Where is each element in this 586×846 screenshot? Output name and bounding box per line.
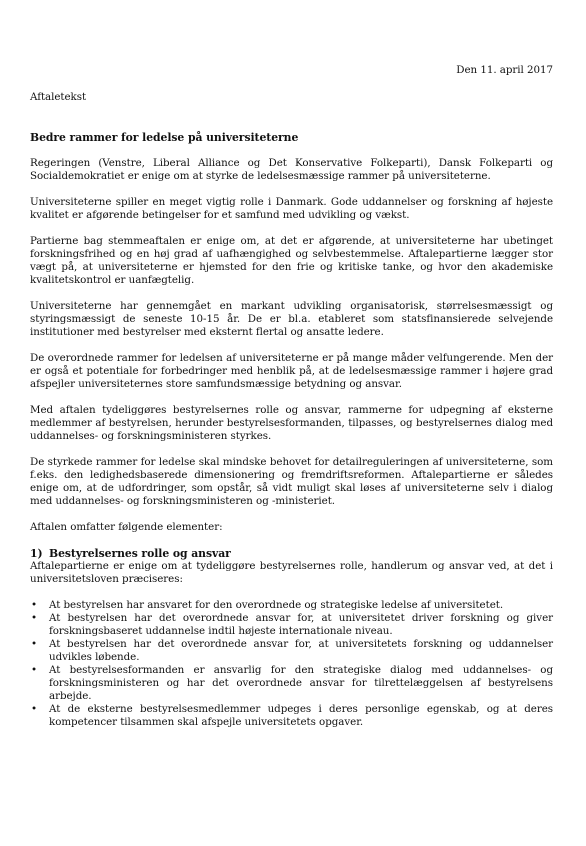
list-item-text: At de eksterne bestyrelsesmedlemmer udpeges i deres personlige egenskab, og at deres kompetencer tilsammen skal afspejle universitetets opgaver. <box>49 703 553 728</box>
section-heading-text: Bestyrelsernes rolle og ansvar <box>49 547 231 560</box>
document-title: Bedre rammer for ledelse på universiteterne <box>30 131 299 144</box>
paragraph: Universiteterne har gennemgået en markant udvikling organisatorisk, størrelsesmæssigt og styringsmæssigt de seneste 10-15 år. De er bl.a. etableret som statsfinansierede selvejende institutioner med bestyrelser med eksternt flertal og ansatte ledere. <box>30 300 553 338</box>
list-item <box>30 638 553 664</box>
document-date: Den 11. april 2017 <box>456 64 553 76</box>
document-body <box>30 157 553 729</box>
list-item <box>30 612 553 638</box>
list-item-text: At bestyrelsen har ansvaret for den overordnede og strategiske ledelse af universitetet. <box>49 599 504 611</box>
section-number: 1) <box>30 547 43 560</box>
bullet-icon: • <box>31 638 38 650</box>
document-type: Aftaletekst <box>30 91 87 103</box>
list-item-text: At bestyrelsen har det overordnede ansvar for, at universitetets forskning og uddannelser udvikles løbende. <box>49 638 553 663</box>
list-item <box>30 664 553 703</box>
paragraph: De styrkede rammer for ledelse skal mindske behovet for detailreguleringen af universiteterne, som f.eks. den ledighedsbaserede dimensionering og fremdriftsreformen. Aftalepartierne er således enige om, at de udfordringer, som opstår, så vidt muligt skal løses af universiteterne selv i dialog med uddannelses- og forskningsministeren og -ministeriet. <box>30 456 553 507</box>
paragraph: De overordnede rammer for ledelsen af universiteterne er på mange måder velfungerende. Men der er også et potentiale for forbedringer med henblik på, at de ledelsesmæssige rammer i højere grad afspejler universiteternes store samfundsmæssige betydning og ansvar. <box>30 352 553 390</box>
paragraph: Med aftalen tydeliggøres bestyrelsernes rolle og ansvar, rammerne for udpegning af eksterne medlemmer af bestyrelsen, herunder bestyrelsesformanden, tilpasses, og bestyrelsernes dialog med uddannelses- og forskningsministeren styrkes. <box>30 404 553 442</box>
paragraph: Universiteterne spiller en meget vigtig rolle i Danmark. Gode uddannelser og forskning af højeste kvalitet er afgørende betingelser for et samfund med udvikling og vækst. <box>30 196 553 221</box>
bullet-icon: • <box>31 703 38 715</box>
bullet-icon: • <box>31 612 38 624</box>
list-item <box>30 703 553 729</box>
bullet-icon: • <box>31 664 38 676</box>
section-heading <box>30 547 553 560</box>
list-item-text: At bestyrelsesformanden er ansvarlig for den strategiske dialog med uddannelses- og forskningsministeren og har det overordnede ansvar for tilrettelæggelsen af bestyrelsens arbejde. <box>49 664 553 702</box>
list-item-text: At bestyrelsen har det overordnede ansvar for, at universitetet driver forskning og giver forskningsbaseret uddannelse indtil højeste internationale niveau. <box>49 612 553 637</box>
bullet-icon: • <box>31 599 38 611</box>
paragraph: Regeringen (Venstre, Liberal Alliance og Det Konservative Folkeparti), Dansk Folkeparti og Socialdemokratiet er enige om at styrke de ledelsesmæssige rammer på universiteterne. <box>30 157 553 182</box>
section-intro: Aftalepartierne er enige om at tydeliggøre bestyrelsernes rolle, handlerum og ansvar ved, at det i universitetsloven præciseres: <box>30 560 553 585</box>
paragraph: Partierne bag stemmeaftalen er enige om, at det er afgørende, at universiteterne har ubetinget forskningsfrihed og en høj grad af uafhængighed og selvbestemmelse. Aftalepartierne lægger stor vægt på, at universiteterne er hjemsted for den frie og kritiske tanke, og hvor den akademiske kvalitetskontrol er uanfægtelig. <box>30 235 553 286</box>
paragraph: Aftalen omfatter følgende elementer: <box>30 521 223 533</box>
list-item <box>30 599 553 612</box>
bullet-list <box>30 599 553 729</box>
